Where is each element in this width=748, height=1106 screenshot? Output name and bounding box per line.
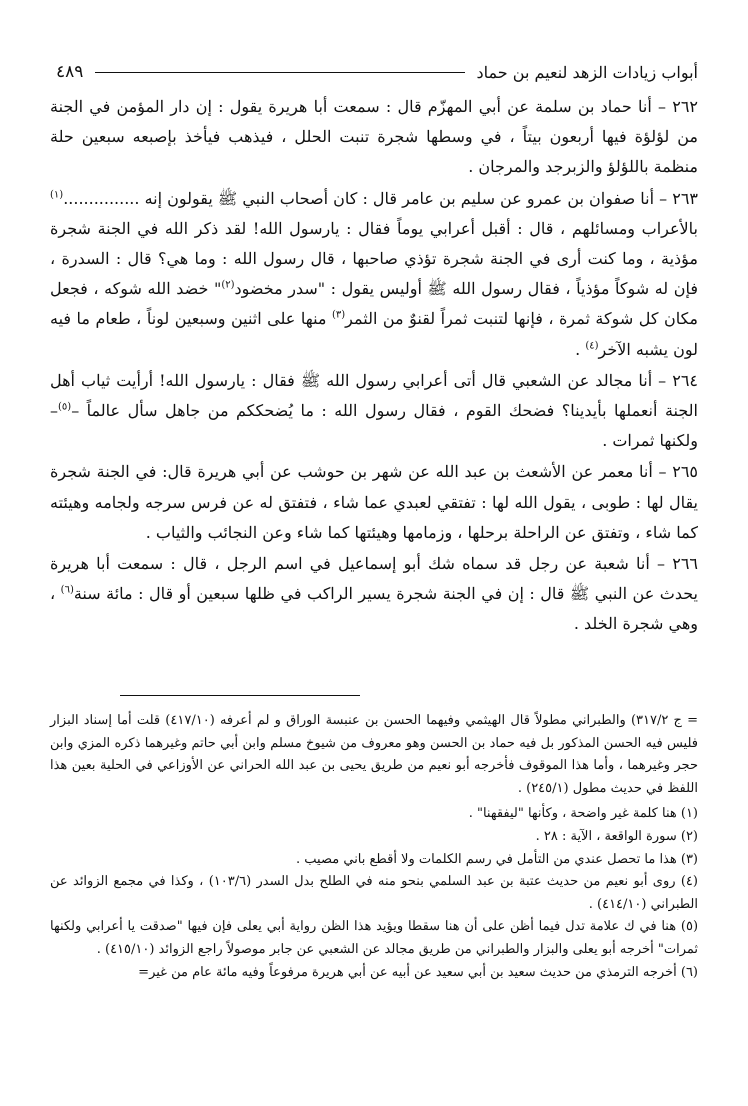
text-run: " خضد الله شوكه ، فجعل مكان كل شوكة ثمرة ، فإنها لتنبت ثمراً لقنوٌ من الثمر (50, 279, 699, 329)
hadith-264 (50, 366, 698, 457)
text-run: ٢٦٣ – أنا صفوان بن عمرو عن سليم بن عامر قال : كان أصحاب النبي ﷺ يقولون إنه ............... (63, 188, 698, 208)
footnotes (50, 710, 698, 984)
hadith-265 (50, 457, 698, 548)
text-run: بالأعراب ومسائلهم ، قال : أقبل أعرابي يوماً فقال : يارسول الله! لقد ذكر الله في الجنة شجرة مؤذية ، وما كنت أرى في الجنة شجرة تؤذي صاحبها ، قال رسول الله : وما هي؟ قال : السدرة ، فإن له شوكاً مؤذياً ، فقال رسول الله ﷺ أوليس يقول : "سدر مخضود (50, 218, 699, 299)
text-run: ٢٦٦ – أنا شعبة عن رجل قد سماه شك أبو إسماعيل في اسم الرجل ، قال : سمعت أبا هريرة يحدث عن النبي ﷺ قال : إن في الجنة شجرة يسير الراكب في ظلها سبعين أو قال : مائة سنة (50, 554, 699, 604)
footnote-6: (٦) أخرجه الترمذي من حديث سعيد بن أبي سعيد عن أبيه عن أبي هريرة مرفوعاً وفيه مائة عام من غير= (138, 964, 698, 980)
header-rule (95, 72, 464, 73)
footnote-divider (120, 695, 360, 696)
footnote-ref[interactable]: (٥) (58, 401, 72, 413)
hadith-263 (50, 184, 698, 365)
text-run: ٢٦٤ – أنا مجالد عن الشعبي قال أتى أعرابي رسول الله ﷺ فقال : يارسول الله! أرأيت ثياب أهل الجنة أنعملها بأيدينا؟ فضحك القوم ، فقال رسول الله : ما يُضحككم من جاهل سأل عالماً – (50, 370, 698, 421)
text-run: ، وهي شجرة الخلد . (50, 584, 698, 634)
text-run: منها على اثنين وسبعين لوناً ، طعام ما فيه لون يشبه الآخر (50, 309, 698, 359)
main-text (50, 92, 698, 640)
footnote-ref[interactable]: (٢) (221, 279, 235, 291)
text-run: ٢٦٢ – أنا حماد بن سلمة عن أبي المهزّم قال : سمعت أبا هريرة يقول : إن دار المؤمن في الجنة من لؤلؤة فيها أربعون بيتاً ، في وسطها شجرة تنبت الحلل ، فيذهب فيأخذ بإصبعه سبعين حلة منظمة باللؤلؤ والزبرجد والمرجان . (50, 97, 698, 177)
text-run: ٢٦٥ – أنا معمر عن الأشعث بن عبد الله عن شهر بن حوشب عن أبي هريرة قال: في الجنة شجرة يقال لها : طوبى ، يقول الله لها : تفتقي لعبدي عما شاء ، فتفتق له عن فرس سرجه ولجامه وهيئته كما شاء ، وتفتق عن الراحلة برحلها ، وزمامها وهيئتها كما شاء وعن النجائب والثياب . (50, 462, 698, 542)
text-run: – ولكنها ثمرات . (50, 401, 698, 451)
running-title: أبواب زيادات الزهد لنعيم بن حماد (476, 62, 698, 82)
page-number: ٤٨٩ (56, 62, 84, 82)
footnote-ref[interactable]: (٤) (585, 340, 599, 352)
footnote-3: (٣) هذا ما تحصل عندي من التأمل في رسم الكلمات ولا أقطع باني مصيب . (296, 851, 698, 867)
footnote-4: (٤) روى أبو نعيم من حديث عتبة بن عبد السلمي بنحو منه في الطلح بدل السدر (١٠٣/٦) ، وكذا في مجمع الزوائد عن الطبراني (٤١٤/١٠) . (50, 874, 698, 912)
hadith-266 (50, 549, 698, 640)
footnote-2: (٢) سورة الواقعة ، الآية : ٢٨ . (535, 828, 698, 844)
footnote-ref[interactable]: (١) (50, 189, 64, 201)
footnote-1: (١) هنا كلمة غير واضحة ، وكأنها "ليفقهنا" . (468, 806, 698, 822)
page-header (56, 58, 698, 86)
footnote-ref[interactable]: (٣) (331, 310, 346, 322)
footnote-ref[interactable]: (٦) (60, 584, 74, 596)
footnote-5: (٥) هنا في ك علامة تدل فيما أظن على أن هنا سقطا ويؤيد هذا الظن رواية أبي يعلى فإن فيها "صدقت يا أعرابي ولكنها ثمرات" أخرجه أبو يعلى والبزار والطبراني من طريق مجالد عن الشعبي عن جابر موصولاً راجع الزوائد (٤١٥/١٠) . (50, 919, 699, 957)
text-run: . (575, 339, 586, 359)
footnote-continued: = ج ٣١٧/٢) والطبراني مطولاً قال الهيثمي وفيهما الحسن بن عنبسة الوراق و لم أعرفه (٤١٧/١٠) قلت أما إسناد البزار فليس فيه الحسن المذكور بل فيه حماد بن الحسن وهو معروف من شيوخ مسلم وابن أبي حاتم وغيرهما ذكره المزي وابن حجر وغيرهما ، وأما هذا الموقوف فأخرجه أبو نعيم من طريق يحيى بن عبد الله الحراني عن الأوزاعي في الحلية بعين هذا اللفظ في حديث مطول (٢٤٥/١) . (50, 713, 698, 796)
hadith-262 (50, 92, 698, 183)
